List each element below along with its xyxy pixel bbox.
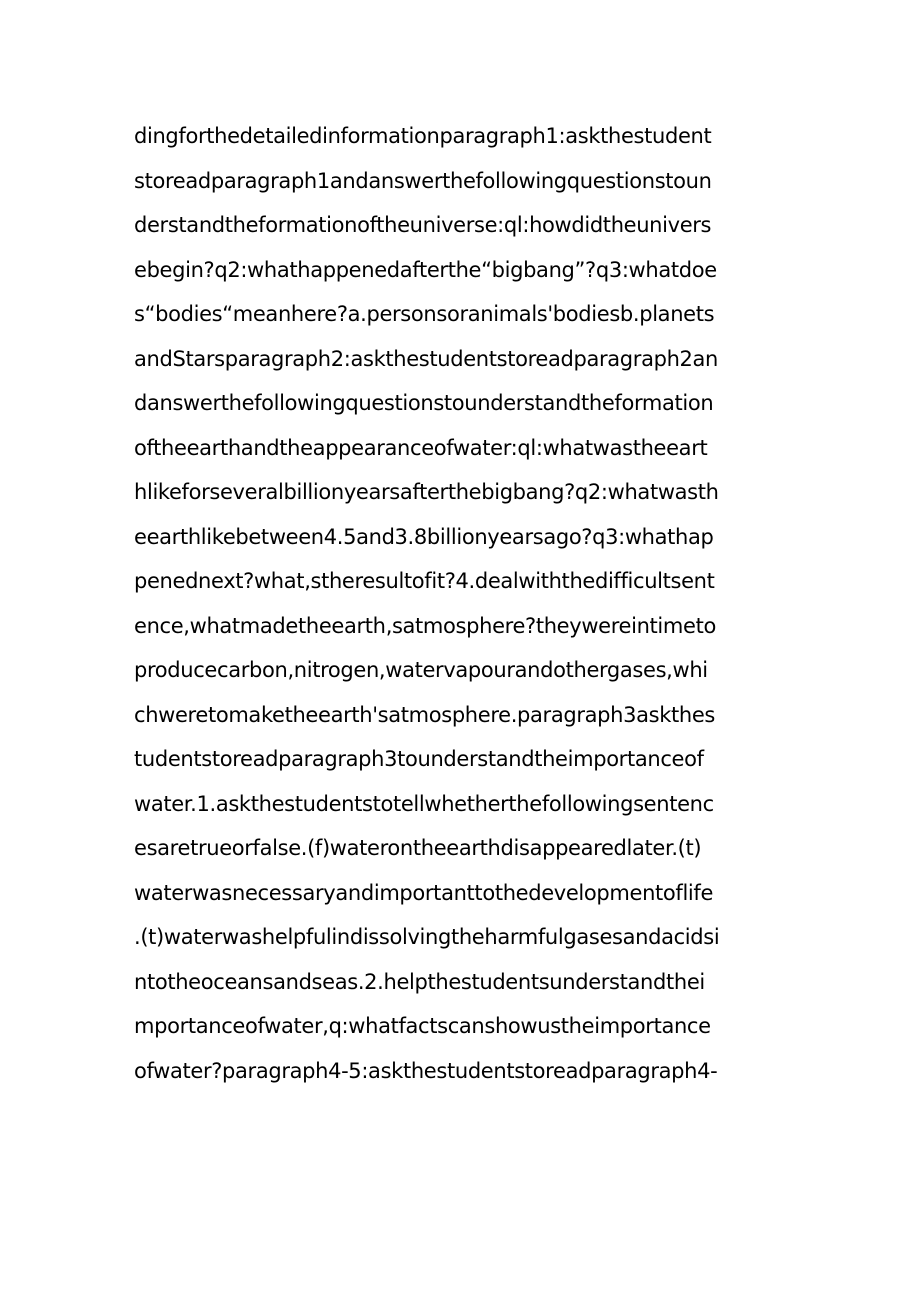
text-line: producecarbon,nitrogen,watervapourandothergases,whi (134, 658, 708, 682)
body-text (134, 114, 794, 1093)
text-line: hlikeforseveralbillionyearsafterthebigbang?q2:whatwasth (134, 480, 719, 504)
text-line: water.1.askthestudentstotellwhetherthefollowingsentenc (134, 791, 714, 816)
text-line: storeadparagraph1andanswerthefollowingquestionstoun (134, 168, 712, 193)
text-line: danswerthefollowingquestionstounderstandtheformation (134, 391, 714, 415)
text-line: esaretrueorfalse.(f)waterontheearthdisappearedlater.(t) (134, 836, 702, 860)
text-line: .(t)waterwashelpfulindissolvingtheharmfulgasesandacidsi (134, 925, 720, 949)
text-line: oftheearthandtheappearanceofwater:ql:whatwastheeart (134, 435, 708, 460)
text-line: andStarsparagraph2:askthestudentstoreadparagraph2an (134, 346, 719, 371)
text-line: mportanceofwater,q:whatfactscanshowustheimportance (134, 1014, 711, 1038)
text-line: penednext?what‚stheresultofit?4.dealwiththedifficultsent (134, 569, 715, 593)
text-line: chweretomaketheearth'satmosphere.paragraph3askthes (134, 702, 716, 727)
text-line: derstandtheformationoftheuniverse:ql:howdidtheunivers (134, 213, 712, 237)
text-line: s“bodies“meanhere?a.personsoranimals'bodiesb.planets (134, 302, 715, 326)
text-line: dingforthedetailedinformationparagraph1:askthestudent (134, 124, 712, 148)
text-line: ebegin?q2:whathappenedafterthe“bigbang”?q3:whatdoe (134, 257, 717, 282)
text-line: ntotheoceansandseas.2.helpthestudentsunderstandthei (134, 969, 705, 994)
text-line: tudentstoreadparagraph3tounderstandtheimportanceof (134, 747, 704, 771)
text-line: ofwater?paragraph4-5:askthestudentstoreadparagraph4- (134, 1058, 718, 1083)
text-line: eearthlikebetween4.5and3.8billionyearsago?q3:whathap (134, 524, 714, 549)
text-line: waterwasnecessaryandimportanttothedevelopmentoflife (134, 880, 714, 905)
text-line: ence,whatmadetheearth‚satmosphere?theywereintimeto (134, 613, 716, 638)
